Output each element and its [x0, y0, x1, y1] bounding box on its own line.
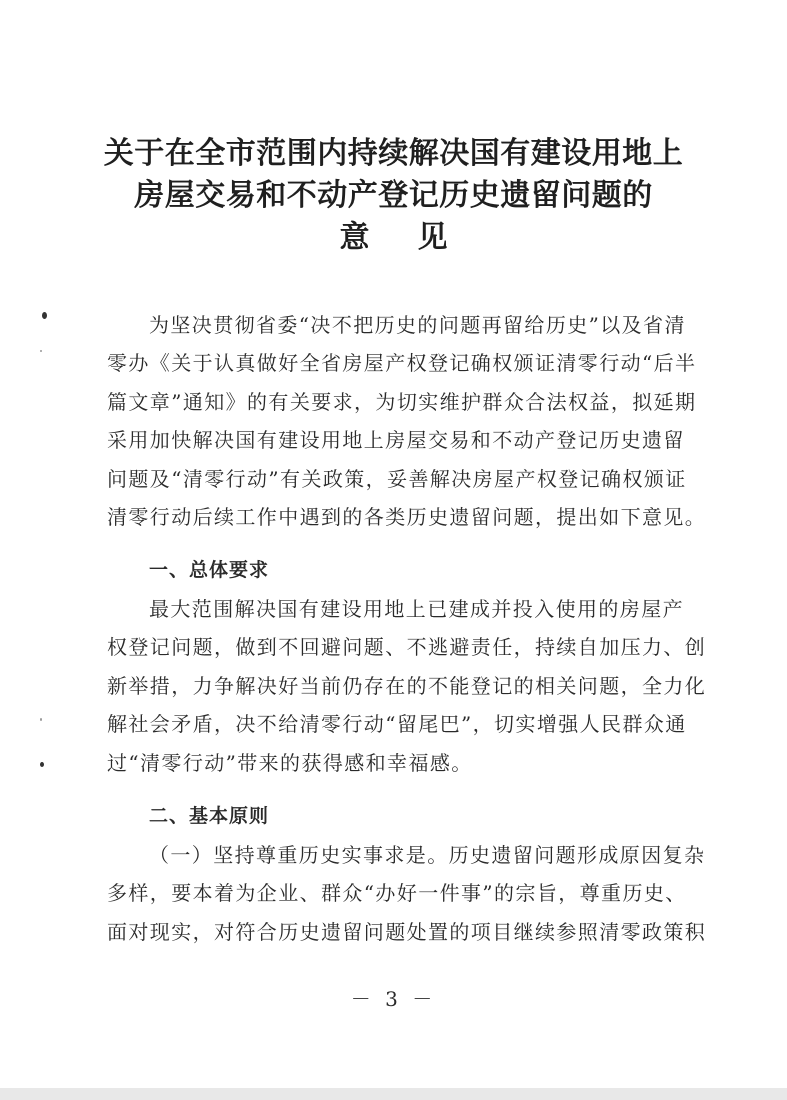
intro-line-2: 零办《关于认真做好全省房屋产权登记确权颁证清零行动“后半	[107, 351, 697, 375]
page-number: － 3 －	[350, 987, 437, 1011]
scan-speck-mark	[40, 718, 42, 721]
scan-bottom-edge	[0, 1088, 787, 1100]
document-title-line-3: 意见	[339, 220, 496, 255]
section-1-line-1: 最大范围解决国有建设用地上已建成并投入使用的房屋产	[149, 597, 684, 621]
intro-line-3: 篇文章”通知》的有关要求，为切实维护群众合法权益，拟延期	[107, 390, 697, 414]
intro-line-6: 清零行动后续工作中遇到的各类历史遗留问题，提出如下意见。	[107, 505, 707, 529]
section-2-line-3: 面对现实，对符合历史遗留问题处置的项目继续参照清零政策积	[107, 920, 707, 944]
scan-speck-mark	[42, 312, 47, 319]
section-1-line-2: 权登记问题，做到不回避问题、不逃避责任，持续自加压力、创	[107, 635, 707, 659]
section-1-line-5: 过“清零行动”带来的获得感和幸福感。	[107, 751, 473, 775]
intro-line-1: 为坚决贯彻省委“决不把历史的问题再留给历史”以及省清	[149, 313, 686, 337]
section-2-line-1: （一）坚持尊重历史实事求是。历史遗留问题形成原因复杂	[149, 843, 706, 867]
section-1-line-4: 解社会矛盾，决不给清零行动“留尾巴”，切实增强人民群众通	[107, 712, 687, 736]
section-2-line-2: 多样，要本着为企业、群众“办好一件事”的宗旨，尊重历史、	[107, 881, 687, 905]
scan-speck-mark	[40, 350, 42, 352]
document-title-line-1: 关于在全市范围内持续解决国有建设用地上	[103, 136, 684, 171]
intro-line-5: 问题及“清零行动”有关政策，妥善解决房屋产权登记确权颁证	[107, 467, 687, 491]
section-1-heading: 一、总体要求	[149, 559, 270, 581]
section-1-line-3: 新举措，力争解决好当前仍存在的不能登记的相关问题，全力化	[107, 674, 707, 698]
document-title-line-2: 房屋交易和不动产登记历史遗留问题的	[134, 178, 653, 213]
scan-speck-mark	[40, 762, 44, 767]
section-2-heading: 二、基本原则	[149, 805, 270, 827]
intro-line-4: 采用加快解决国有建设用地上房屋交易和不动产登记历史遗留	[107, 428, 685, 452]
